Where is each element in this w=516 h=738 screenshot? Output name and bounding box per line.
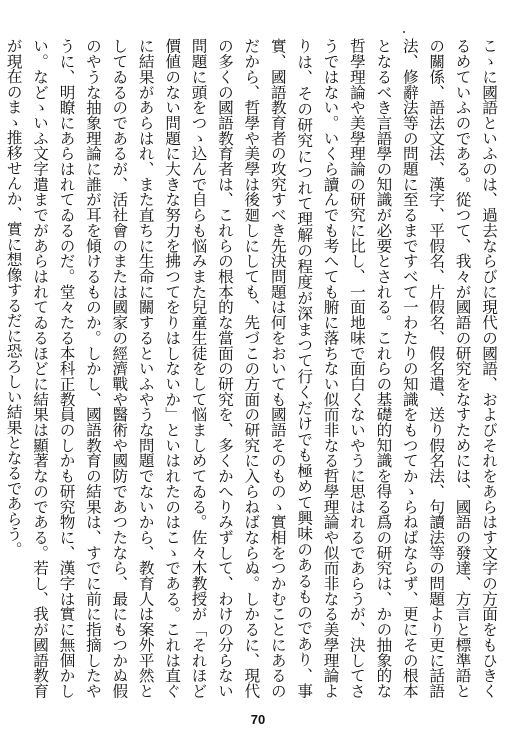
page-number: 70 <box>250 712 266 727</box>
body-text <box>4 38 502 699</box>
paragraph-1: こゝに國語といふのは、過去ならびに現代の國語、およびそれをあらはす文字の方面をもひきくるめていふのである。從つて、我々が國語の研究をなすためには、國語の發達、方言と標準語との關係、語法文法、漢字、平假名、片假名、假名遣、送り假名法、句讀法等の問題より更に話語法、修辭法等の問題に至るまですべて一わたりの知識をもつてかゝらねばならず、更にその根本となるべき言語學の知識が必要とされる。これらの基礎的知識を得る爲の研究は、かの抽象的な哲學理論や美學理論の研究に比し、一面地味で面白くないやうに思はれるであらうが、決してさうではない。いくら讀んでも考へても腑に落ちない似而非なる哲學理論や似而非なる美學理論よりは、その研究につれて理解の程度が深まつて行くだけでも極めて興味のあるものであり、事實、國語教育者の攻究すべき先決問題は何をおいても國語そのものゝ實相をつかむことにあるのだから、哲學や美學は後廻しにしても、先づこの方面の研究に入らねばならぬ。しかるに、現代の多くの國語教育者は、これらの根本的な當面の研究を、多くかへりみずして、わけの分らない問題に頭をつゝ込んで自らも悩みまた兒童生徒をして悩ましめてゐる。佐々木教授が「それほど價値のない問題に大きな努力を拂つてをりはしないか」といはれたのはこゝである。これは直ぐに結果があらはれ、また直ちに生命に關するといふやうな問題でないから、教育人は案外平然としてゐるのであるが、活社會のまたは國家の經濟戰や醫術や國防であつたなら、最にもつかぬ假のやうな抽象理論に誰が耳を傾けるものか。しかし、國語教育の結果は、すでに前に指摘したやうに、明瞭にあらはれてゐるのだ。堂々たる本科正教員のしかも研究物に、漢字は實に無個かしい。などゝいふ文字遣までがあらはれてゐるほどに結果は顯著なのである。若し、我が國語教育が現在のまゝ推移せんか、實に想像するだに恐ろしい結果となるであらう。 <box>4 38 498 699</box>
scan-speck <box>403 31 405 33</box>
